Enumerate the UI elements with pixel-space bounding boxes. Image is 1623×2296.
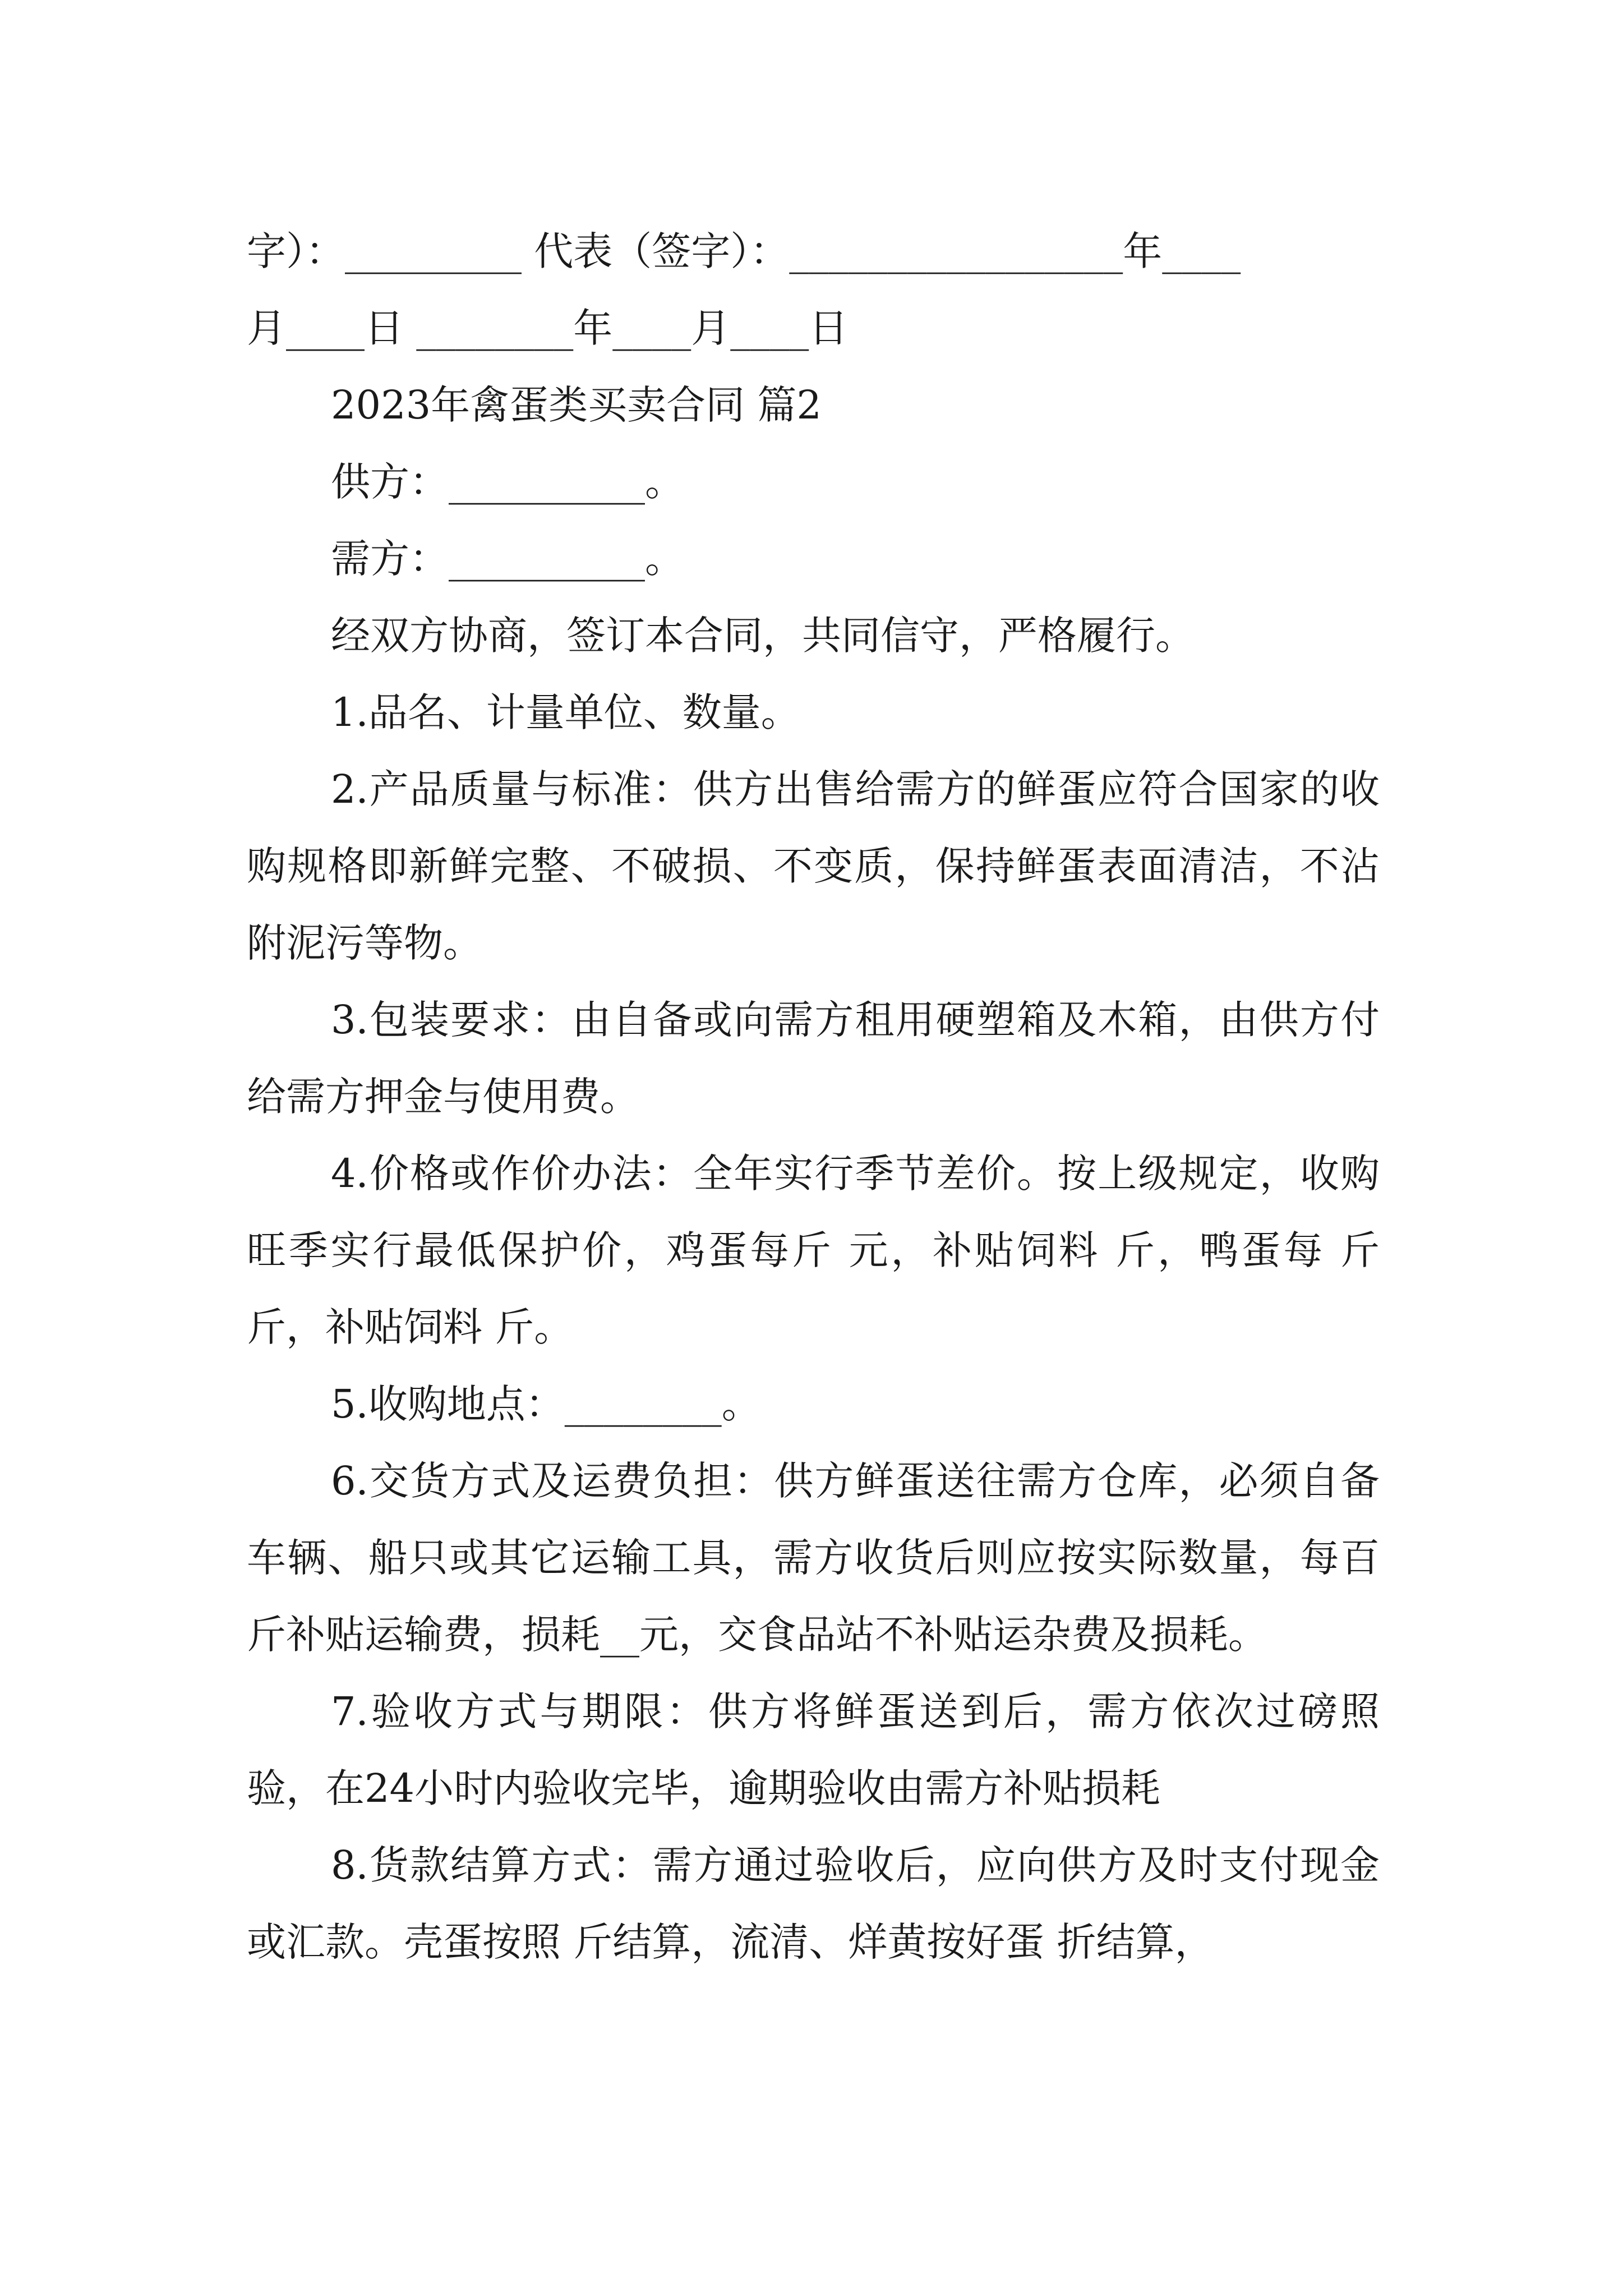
intro-paragraph: 经双方协商，签订本合同，共同信守，严格履行。: [331, 613, 1195, 659]
contract-heading: 2023年禽蛋类买卖合同 篇2: [331, 382, 822, 428]
clause-5: 5.收购地点：________。: [331, 1381, 761, 1427]
signature-line-2: 月____日 ________年____月____日: [247, 305, 849, 351]
clause-6: 6.交货方式及运费负担：供方鲜蛋送往需方仓库，必须自备车辆、船只或其它运输工具，需方收货后则应按实际数量，每百斤补贴运输费，损耗__元，交食品站不补贴运杂费及损耗。: [247, 1458, 1380, 1658]
clause-4: 4.价格或作价办法：全年实行季节差价。按上级规定，收购旺季实行最低保护价，鸡蛋每斤 元，补贴饲料 斤，鸭蛋每 斤斤，补贴饲料 斤。: [247, 1151, 1380, 1350]
buyer-field: 需方：__________。: [331, 536, 684, 582]
clause-8: 8.货款结算方式：需方通过验收后，应向供方及时支付现金或汇款。壳蛋按照 斤结算，流清、烊黄按好蛋 折结算，: [247, 1842, 1380, 1965]
supplier-field: 供方：__________。: [331, 459, 684, 505]
signature-line-1: 字）：_________ 代表（签字）：_________________年____: [247, 228, 1241, 274]
clause-3: 3.包装要求：由自备或向需方租用硬塑箱及木箱，由供方付给需方押金与使用费。: [247, 997, 1380, 1120]
clause-1: 1.品名、计量单位、数量。: [331, 689, 800, 735]
clause-2: 2.产品质量与标准：供方出售给需方的鲜蛋应符合国家的收购规格即新鲜完整、不破损、不变质，保持鲜蛋表面清洁，不沾附泥污等物。: [247, 766, 1380, 966]
document-page: [247, 213, 1380, 1981]
clause-7: 7.验收方式与期限：供方将鲜蛋送到后，需方依次过磅照验，在24小时内验收完毕，逾期验收由需方补贴损耗: [247, 1688, 1380, 1811]
